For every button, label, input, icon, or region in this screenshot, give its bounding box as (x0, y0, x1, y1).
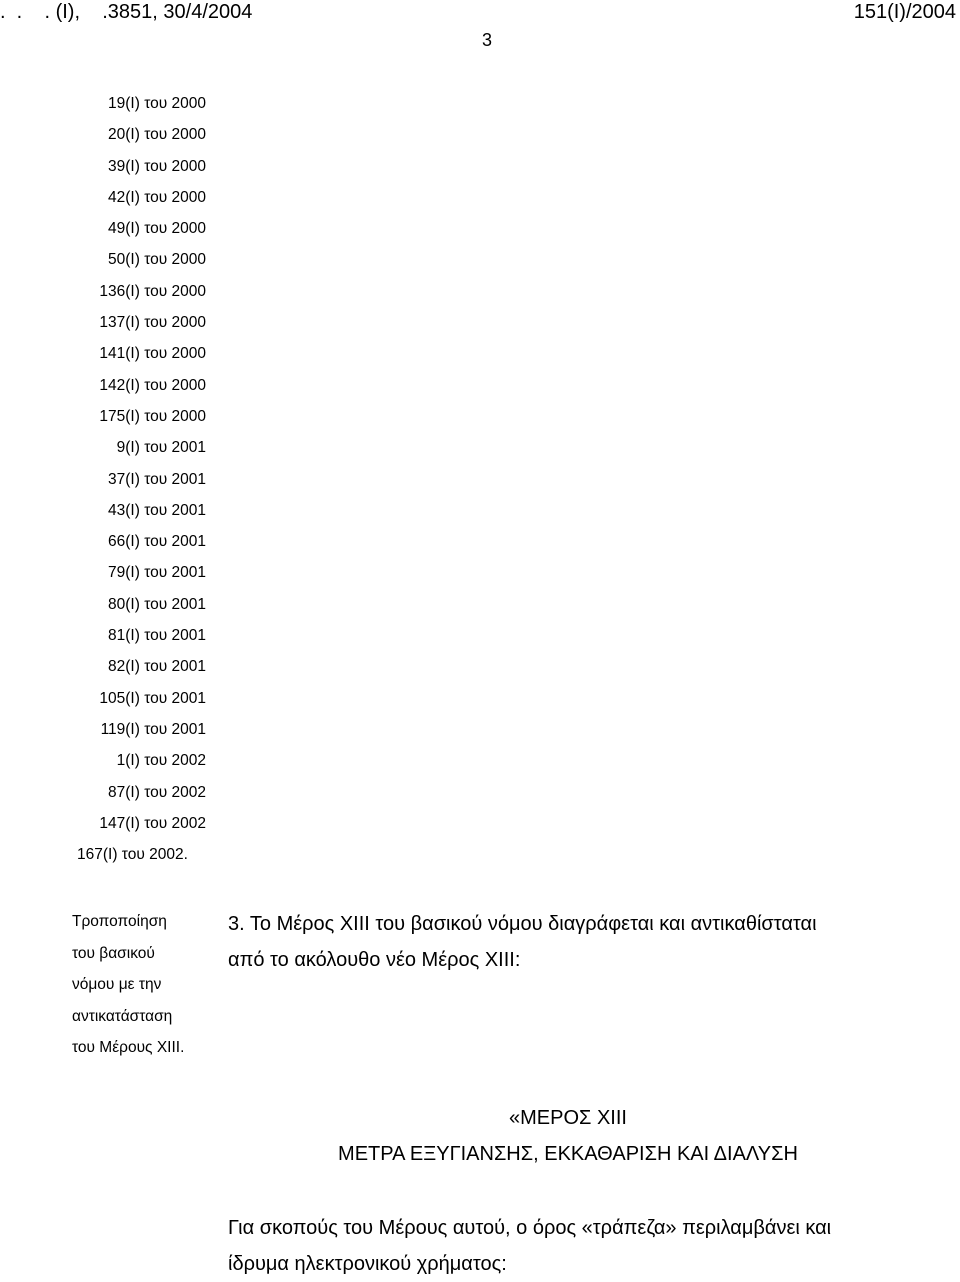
law-item: 20(Ι) του 2000 (108, 126, 206, 144)
definition-line: Για σκοπούς του Μέρους αυτού, ο όρος «τράπεζα» περιλαμβάνει και (228, 1217, 832, 1239)
law-item: 147(Ι) του 2002 (99, 814, 206, 832)
law-item: 81(Ι) του 2001 (108, 627, 206, 645)
law-item: 49(Ι) του 2000 (108, 220, 206, 238)
margin-note-line: του Μέρους XIII. (72, 1039, 185, 1056)
law-item: 50(Ι) του 2000 (108, 251, 206, 269)
section-line: 3. Το Μέρος XIII του βασικού νόμου διαγράφεται και αντικαθίσταται (228, 913, 817, 935)
law-item: 136(Ι) του 2000 (99, 282, 206, 300)
margin-note-line: Τροποποίηση (72, 913, 167, 930)
margin-note-line: αντικατάσταση (72, 1007, 173, 1025)
law-item: 105(Ι) του 2001 (99, 689, 206, 707)
law-item: 43(Ι) του 2001 (108, 501, 206, 519)
margin-note-line: του βασικού (72, 944, 155, 962)
law-item: 37(Ι) του 2001 (108, 470, 206, 488)
law-item: 119(Ι) του 2001 (100, 720, 206, 738)
margin-note (72, 906, 232, 1064)
law-item: 82(Ι) του 2001 (108, 658, 206, 676)
law-number: 151(Ι)/2004 (853, 1, 956, 23)
gazette-reference: . . . (Ι), .3851, 30/4/2004 (0, 1, 253, 23)
section-line: από το ακόλουθο νέο Μέρος XIII: (228, 949, 521, 971)
law-item: 79(Ι) του 2001 (108, 564, 206, 582)
section-3-text (228, 906, 908, 978)
part-subtitle: ΜΕΤΡΑ ΕΞΥΓΙΑΝΣΗΣ, ΕΚΚΑΘΑΡΙΣΗ ΚΑΙ ΔΙΑΛΥΣΗ (338, 1143, 798, 1165)
law-item: 141(Ι) του 2000 (99, 345, 206, 363)
law-item: 9(Ι) του 2001 (116, 439, 206, 457)
law-item: 175(Ι) του 2000 (99, 407, 206, 425)
law-item: 80(Ι) του 2001 (108, 595, 206, 613)
law-item: 39(Ι) του 2000 (108, 157, 206, 175)
part-title: «ΜΕΡΟΣ XIII (509, 1107, 627, 1129)
part-heading (228, 1100, 908, 1172)
law-item: 42(Ι) του 2000 (108, 188, 206, 206)
law-item: 19(Ι) του 2000 (108, 95, 206, 112)
definition-paragraph (228, 1210, 908, 1282)
margin-note-line: νόμου με την (72, 976, 162, 993)
law-item: 87(Ι) του 2002 (108, 783, 206, 801)
law-item: 66(Ι) του 2001 (108, 533, 206, 551)
law-item: 1(Ι) του 2002 (116, 752, 206, 770)
law-item: 137(Ι) του 2000 (99, 314, 206, 332)
amending-laws-list (40, 88, 206, 870)
page-number: 3 (481, 30, 492, 50)
definition-line: ίδρυμα ηλεκτρονικού χρήματος: (228, 1253, 507, 1275)
law-item: 167(Ι) του 2002. (77, 846, 188, 864)
law-item: 142(Ι) του 2000 (99, 376, 206, 394)
